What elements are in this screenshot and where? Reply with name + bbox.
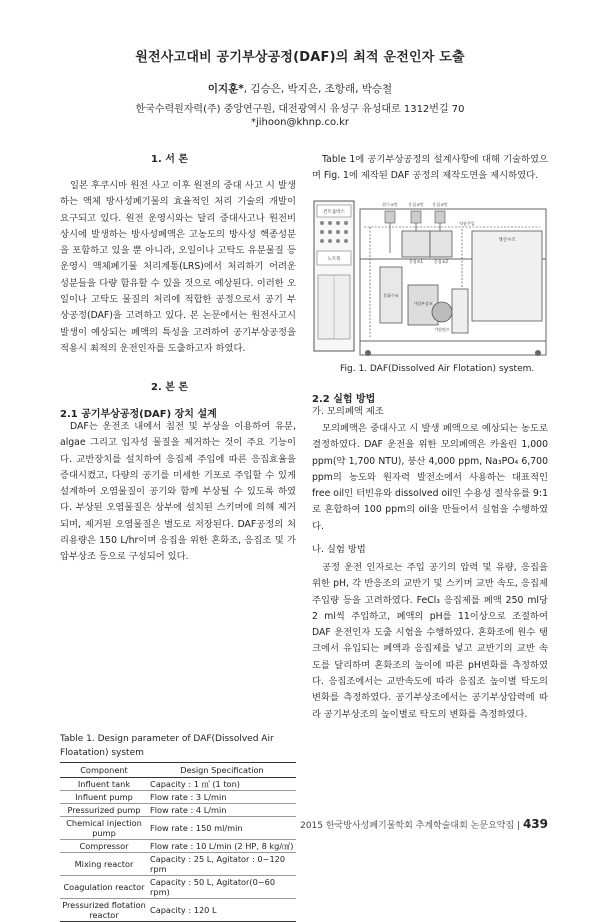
lead-author: 이지훈* [207,83,244,95]
table-row [60,899,296,922]
table-cell-spec: Flow rate : 4 L/min [148,804,296,817]
daf-system-figure [312,197,548,359]
subsection-2-1-paragraph: DAF는 운전조 내에서 침전 및 부상을 이용하여 유분, algae 그리고 입자성 물질을 제거하는 것이 주요 기능이다. 교반장치를 설치하여 응집제 주입에 따른 응집효율을 증대시켰고, 다량의 공기를 미세한 기포로 주입할 수 있게 설계하여 오염물질이 공기와 함께 부상될 수 있도록 하였다. 부상된 오염물질은 상부에 설치된 스키머에 의해 제거되며, 제거된 오염물질은 별도로 저장된다. DAF공정의 처리용량은 150 L/hr이며 응집을 위한 혼화조, 응집조 및 가압부상조 등으로 구성되어 있다. [60,421,296,563]
table-cell-component: Influent pump [60,791,148,804]
table-row [60,791,296,804]
table-cell-component: Influent tank [60,778,148,791]
coag-tank-2-label: 응집조2 [433,259,449,264]
coag-tank-1-label: 응집조1 [408,259,424,264]
table-cell-spec: Capacity : 25 L, Agitator : 0~120 rpm [148,853,296,876]
affiliation: 한국수력원자력(주) 중앙연구원, 대전광역시 유성구 유성대로 1312번길 70 [135,104,465,115]
design-parameter-table [60,762,296,922]
paper-title: 원전사고대비 공기부상공정(DAF)의 최적 운전인자 도출 [135,50,465,65]
section-intro-heading: 1. 서 론 [151,154,189,165]
product-tank-label: 생산수조 [498,238,516,243]
table-cell-component: Coagulation reactor [60,876,148,899]
table-row [60,804,296,817]
footer-text: 2015 한국방사성폐기물학회 추계학술대회 논문요약집 | [300,821,521,831]
subsection-2-1-heading: 2.1 공기부상공정(DAF) 장치 설계 [60,409,217,420]
table-cell-spec: Capacity : 1 ㎥ (1 ton) [148,778,296,791]
table-header-spec: Design Specification [148,763,296,778]
pressure-pump-label: 가압펌프 [434,327,450,332]
subsection-2-2-heading: 2.2 실험 방법 [312,394,376,405]
dosing-label: 약품주입 [459,221,475,226]
table-cell-spec: Flow rate : 150 ml/min [148,817,296,840]
page-number: 439 [522,817,548,831]
mixer-tank-label: 혼화수조 [383,293,399,298]
co-authors: , 김승은, 박지은, 조항래, 박승철 [243,83,393,95]
table-cell-component: Compressor [60,840,148,853]
table-header-component: Component [60,763,148,778]
table-cell-component: Pressurized pump [60,804,148,817]
section-body-heading: 2. 본 론 [151,382,189,393]
table-cell-component: Pressurized flotation reactor [60,899,148,922]
control-box-label: 컨트롤박스 [323,210,345,215]
table-row [60,876,296,899]
simulated-waste-heading: 가. 모의폐액 제조 [312,406,384,417]
table-caption: Table 1. Design parameter of DAF(Dissolved Air Floatation) system [60,734,274,758]
pump-label-3: 응집교반 [432,202,448,207]
table-cell-component: Mixing reactor [60,853,148,876]
pump-label-1: 원수교반 [382,202,398,207]
pump-label-2: 응집교반 [408,202,424,207]
table-row [60,778,296,791]
experiment-method-paragraph: 공정 운전 인자로는 주입 공기의 압력 및 유량, 응집을 위한 pH, 각 반응조의 교반기 및 스키머 교반 속도, 응집제 주입량 등을 고려하였다. FeCl₃ 응집제를 폐액 250 ml당 2 ml씩 주입하고, 폐액의 pH를 11이상으로 조절하여 DAF 운전인자 도출 시험을 수행하였다. 혼화조에 원수 탱크에서 유입되는 폐액과 응집제를 넣고 교반기의 교반 속도를 달리하며 혼화조의 높이에 따른 pH변화를 측정하였다. 응집조에서는 교반속도에 따라 응집조 높이별 탁도의 변화를 측정하였다. 공기부상조에서는 공기부상압력에 따라 공기부상조의 높이별로 탁도의 변화를 측정하였다. [312,562,548,720]
figure-intro-paragraph: Table 1에 공기부상공정의 설계사항에 대해 기술하였으며 Fig. 1에 제작된 DAF 공정의 제작도면을 제시하였다. [312,154,548,182]
experiment-method-heading: 나. 실험 방법 [312,544,366,555]
intro-paragraph: 일본 후쿠시마 원전 사고 이후 원전의 중대 사고 시 발생하는 액체 방사성폐기물의 효율적인 처리 기술의 개발이 요구되고 있다. 원전 운영시와는 달리 중대사고나 원전비상시에 발생하는 방사성폐액은 고농도의 방사성 핵종성분을 포함하고 있을 뿐 아니라, 오일이나 고탁도 유분물질 등 운영시 액체폐기물 처리계통(LRS)에서 처리하기 어려운 성분들을 다량 함유할 수 있을 것으로 예상된다. 이러한 오일이나 고탁도 물질의 처리에 적합한 공정으로서 공기 부상공정(DAF)을 고려하고 있다. 본 논문에서는 원전사고시 발생이 예상되는 폐액의 특성을 고려하여 공기부상공정을 적용시 최적의 운전인자를 도출하고자 하였다. [60,180,296,354]
table-row [60,853,296,876]
figure-caption: Fig. 1. DAF(Dissolved Air Flotation) system. [340,364,535,374]
table-cell-spec: Flow rate : 10 L/min (2 HP, 8 kg/㎠) [148,840,296,853]
table-cell-component: Chemical injection pump [60,817,148,840]
page-footer [300,817,548,831]
contact-email[interactable]: *jihoon@khnp.co.kr [251,117,349,128]
reactor-label: 가압부상조 [413,301,433,306]
table-cell-spec: Capacity : 120 L [148,899,296,922]
simulated-waste-paragraph: 모의폐액은 중대사고 시 발생 폐액으로 예상되는 농도로 결정하였다. DAF 운전을 위한 모의폐액은 카올린 1,000 ppm(약 1,700 NTU), 붕산 4,000 ppm, Na₃PO₄ 6,700 ppm의 농도와 원자력 발전소에서 사용하는 대표적인 free oil인 터빈유와 dissolved oil인 수용성 절삭유를 9:1로 혼합하여 100 ppm의 oil을 만들어서 실험을 수행하였다. [312,423,549,532]
table-row [60,840,296,853]
table-cell-spec: Flow rate : 3 L/min [148,791,296,804]
table-row [60,817,296,840]
table-cell-spec: Capacity : 50 L, Agitator(0~60 rpm) [148,876,296,899]
laptop-label: 노트북 [327,257,341,262]
author-list [0,81,600,96]
